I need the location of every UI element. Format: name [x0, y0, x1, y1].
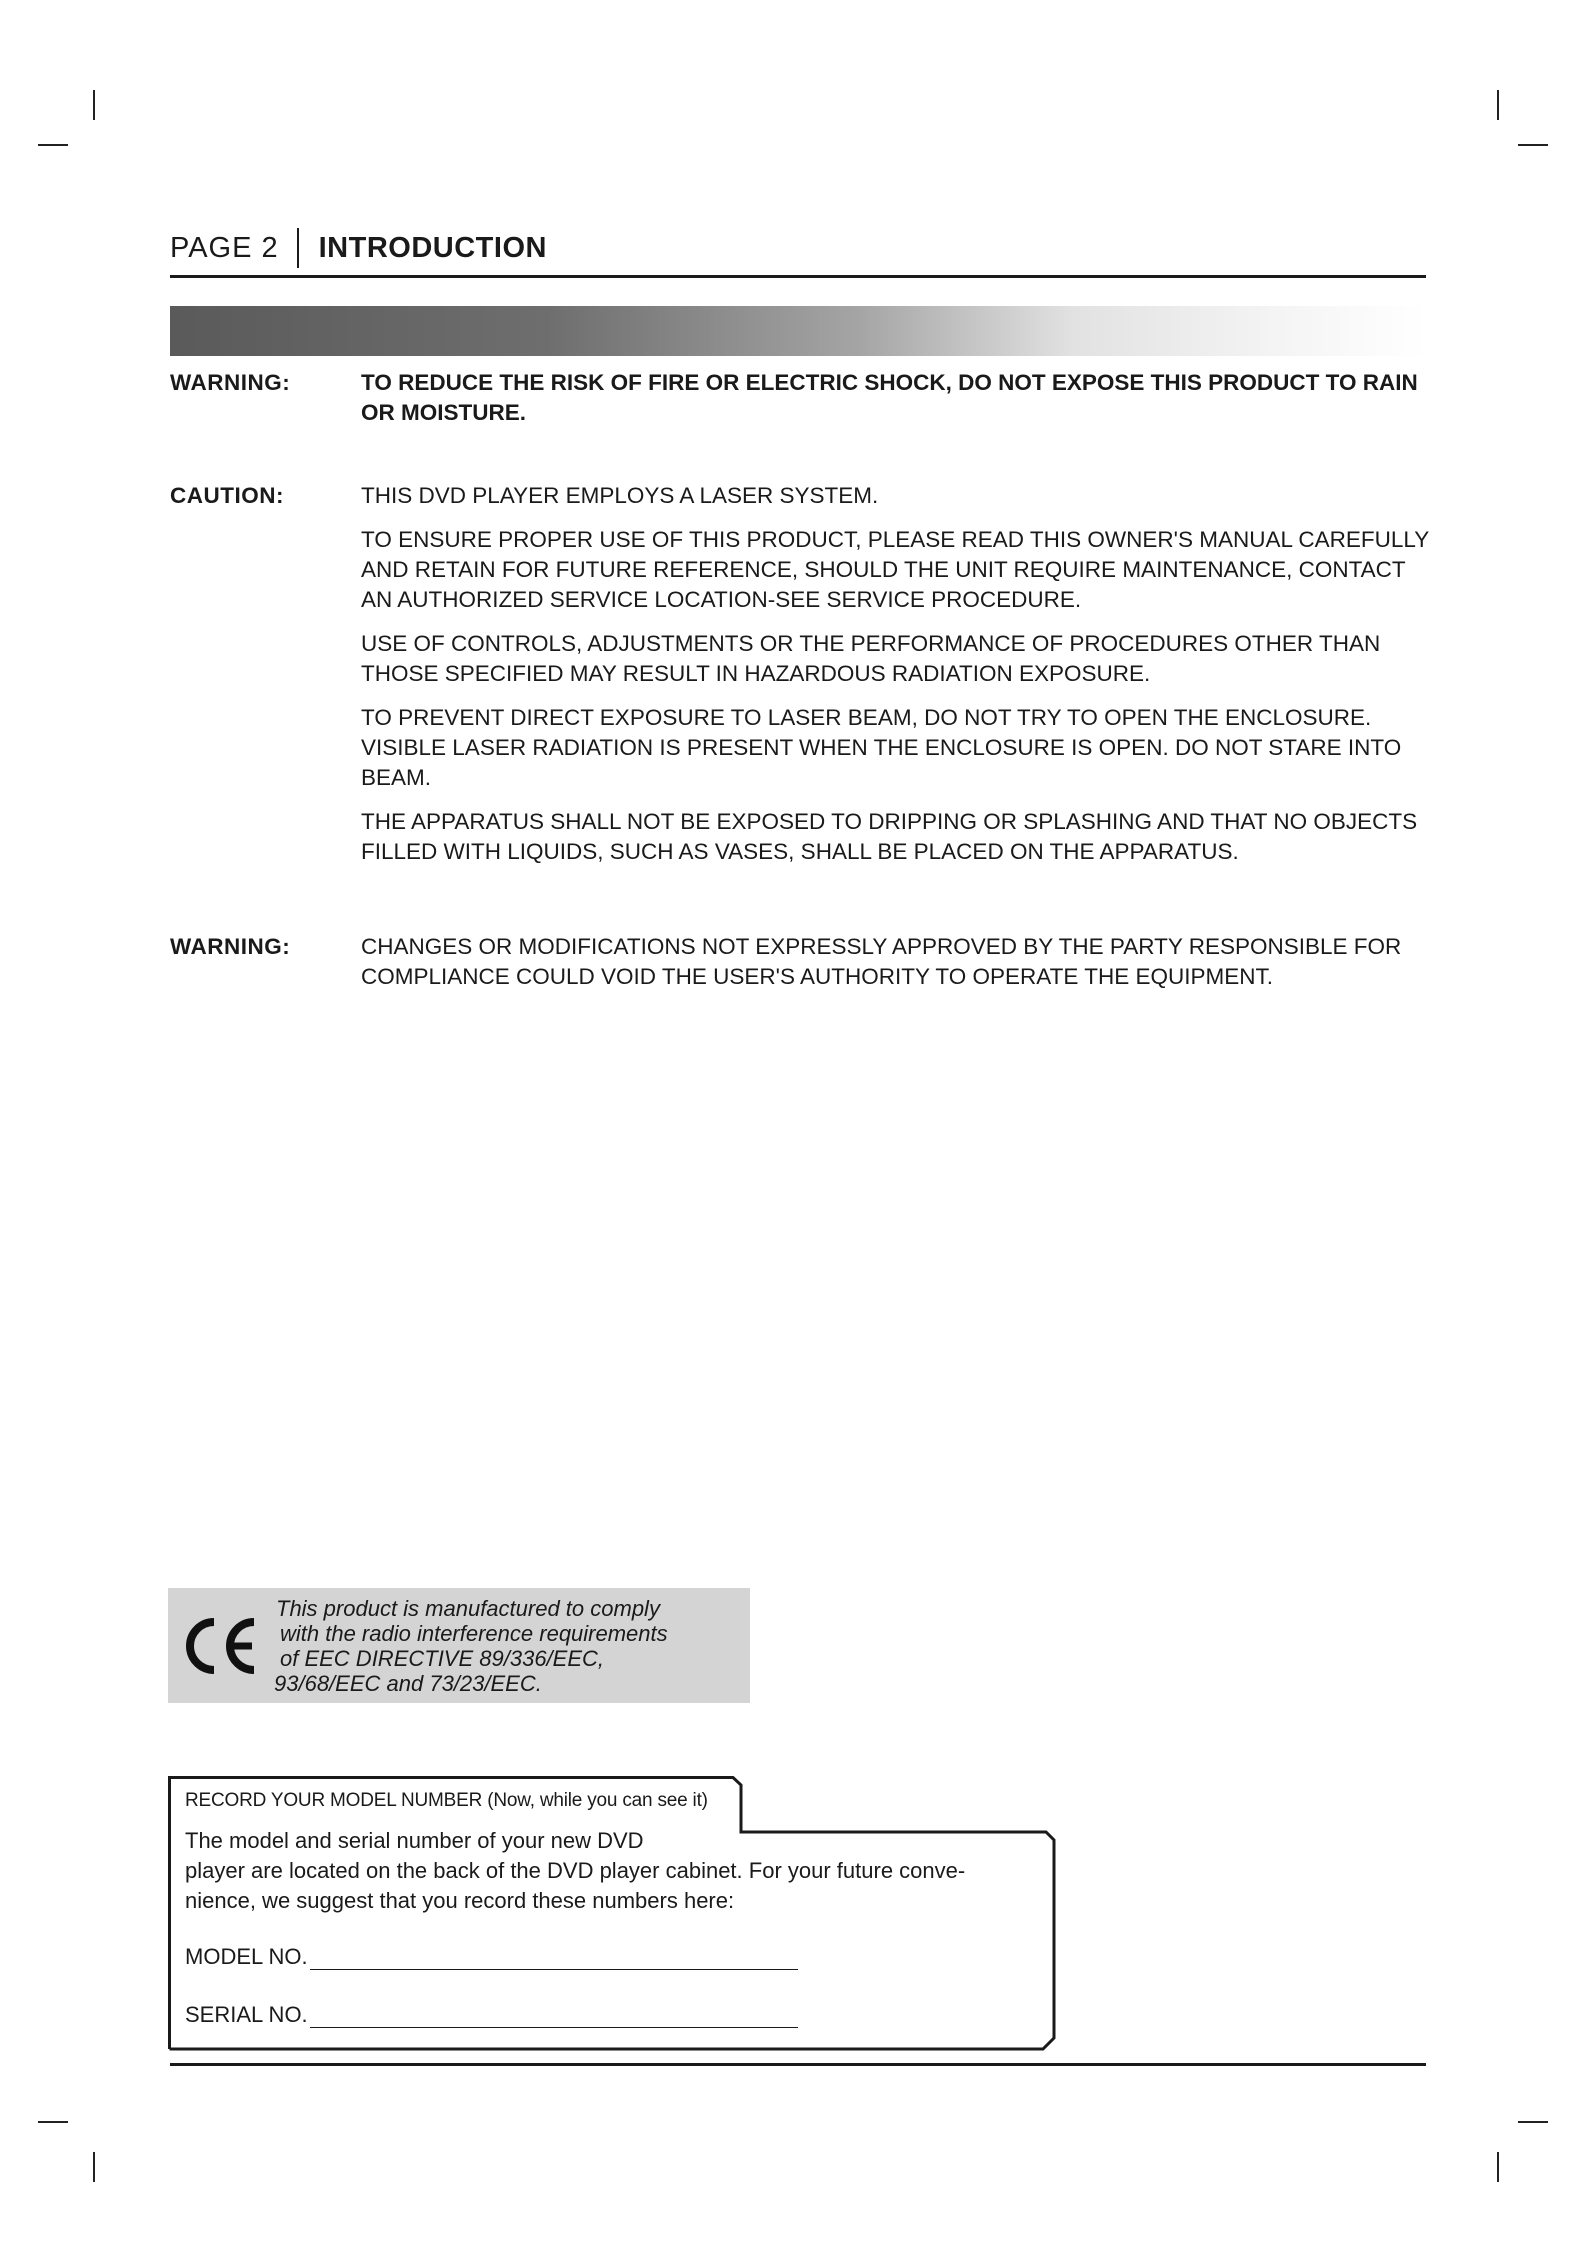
crop-mark: [1497, 90, 1499, 120]
footer-rule: [170, 2063, 1426, 2066]
page-number: PAGE 2: [170, 231, 279, 264]
notice-label: CAUTION:: [170, 483, 284, 508]
serial-number-blank: [310, 2003, 798, 2028]
warning-modifications: [170, 932, 1430, 1006]
warning-moisture: [170, 368, 1430, 442]
crop-mark: [1518, 144, 1548, 146]
crop-mark: [38, 144, 68, 146]
notice-paragraph: THIS DVD PLAYER EMPLOYS A LASER SYSTEM.: [361, 483, 879, 508]
record-line: player are located on the back of the DVD player cabinet. For your future conve-: [185, 1858, 966, 1883]
notice-body: [361, 481, 1430, 881]
crop-mark: [38, 2121, 68, 2123]
header-divider: [297, 228, 299, 268]
model-number-blank: [310, 1945, 798, 1970]
notice-paragraph: TO ENSURE PROPER USE OF THIS PRODUCT, PLEASE READ THIS OWNER'S MANUAL CAREFULLY AND RETAIN FOR FUTURE REFERENCE, SHOULD THE UNIT REQUIRE MAINTENANCE, CONTACT AN AUTHORIZED SERVICE LOCATION-SEE SERVICE PROCEDURE.: [361, 527, 1429, 612]
serial-number-field: [185, 2002, 798, 2028]
ce-line: 93/68/EEC and 73/23/EEC.: [274, 1670, 542, 1696]
ce-compliance-text: [272, 1596, 668, 1696]
notice-label: WARNING:: [170, 370, 291, 395]
notice-paragraph: TO REDUCE THE RISK OF FIRE OR ELECTRIC SHOCK, DO NOT EXPOSE THIS PRODUCT TO RAIN OR MOISTURE.: [361, 370, 1418, 425]
ce-compliance-box: [168, 1588, 750, 1703]
notice-paragraph: CHANGES OR MODIFICATIONS NOT EXPRESSLY APPROVED BY THE PARTY RESPONSIBLE FOR COMPLIANCE COULD VOID THE USER'S AUTHORITY TO OPERATE THE EQUIPMENT.: [361, 934, 1402, 989]
notice-label: WARNING:: [170, 934, 291, 959]
section-banner: [170, 306, 1426, 356]
caution-laser: [170, 481, 1430, 881]
model-number-field: [185, 1944, 798, 1970]
notice-paragraph: THE APPARATUS SHALL NOT BE EXPOSED TO DRIPPING OR SPLASHING AND THAT NO OBJECTS FILLED WITH LIQUIDS, SUCH AS VASES, SHALL BE PLACED ON THE APPARATUS.: [361, 809, 1418, 864]
ce-line: with the radio interference requirements: [280, 1620, 668, 1646]
crop-mark: [93, 90, 95, 120]
notice-body: [361, 368, 1430, 442]
ce-line: of EEC DIRECTIVE 89/336/EEC,: [280, 1645, 605, 1671]
record-line: The model and serial number of your new DVD: [185, 1828, 644, 1853]
header-rule: [170, 275, 1426, 278]
notice-paragraph: TO PREVENT DIRECT EXPOSURE TO LASER BEAM, DO NOT TRY TO OPEN THE ENCLOSURE. VISIBLE LASER RADIATION IS PRESENT WHEN THE ENCLOSURE IS OPEN. DO NOT STARE INTO BEAM.: [361, 705, 1402, 790]
serial-number-label: SERIAL NO.: [185, 2002, 308, 2027]
page-header: [170, 224, 547, 272]
crop-mark: [1497, 2152, 1499, 2182]
record-instructions: [185, 1826, 1047, 1916]
ce-mark-icon: [168, 1588, 272, 1703]
record-model-number-box: [168, 1776, 1056, 2051]
crop-mark: [1518, 2121, 1548, 2123]
record-title: RECORD YOUR MODEL NUMBER (Now, while you can see it): [185, 1790, 708, 1811]
notice-body: [361, 932, 1430, 1006]
model-number-label: MODEL NO.: [185, 1944, 308, 1969]
ce-line: This product is manufactured to comply: [276, 1595, 660, 1621]
crop-mark: [93, 2152, 95, 2182]
record-line: nience, we suggest that you record these numbers here:: [185, 1888, 735, 1913]
notice-paragraph: USE OF CONTROLS, ADJUSTMENTS OR THE PERFORMANCE OF PROCEDURES OTHER THAN THOSE SPECIFIED MAY RESULT IN HAZARDOUS RADIATION EXPOSURE.: [361, 631, 1381, 686]
section-title: INTRODUCTION: [318, 231, 547, 264]
